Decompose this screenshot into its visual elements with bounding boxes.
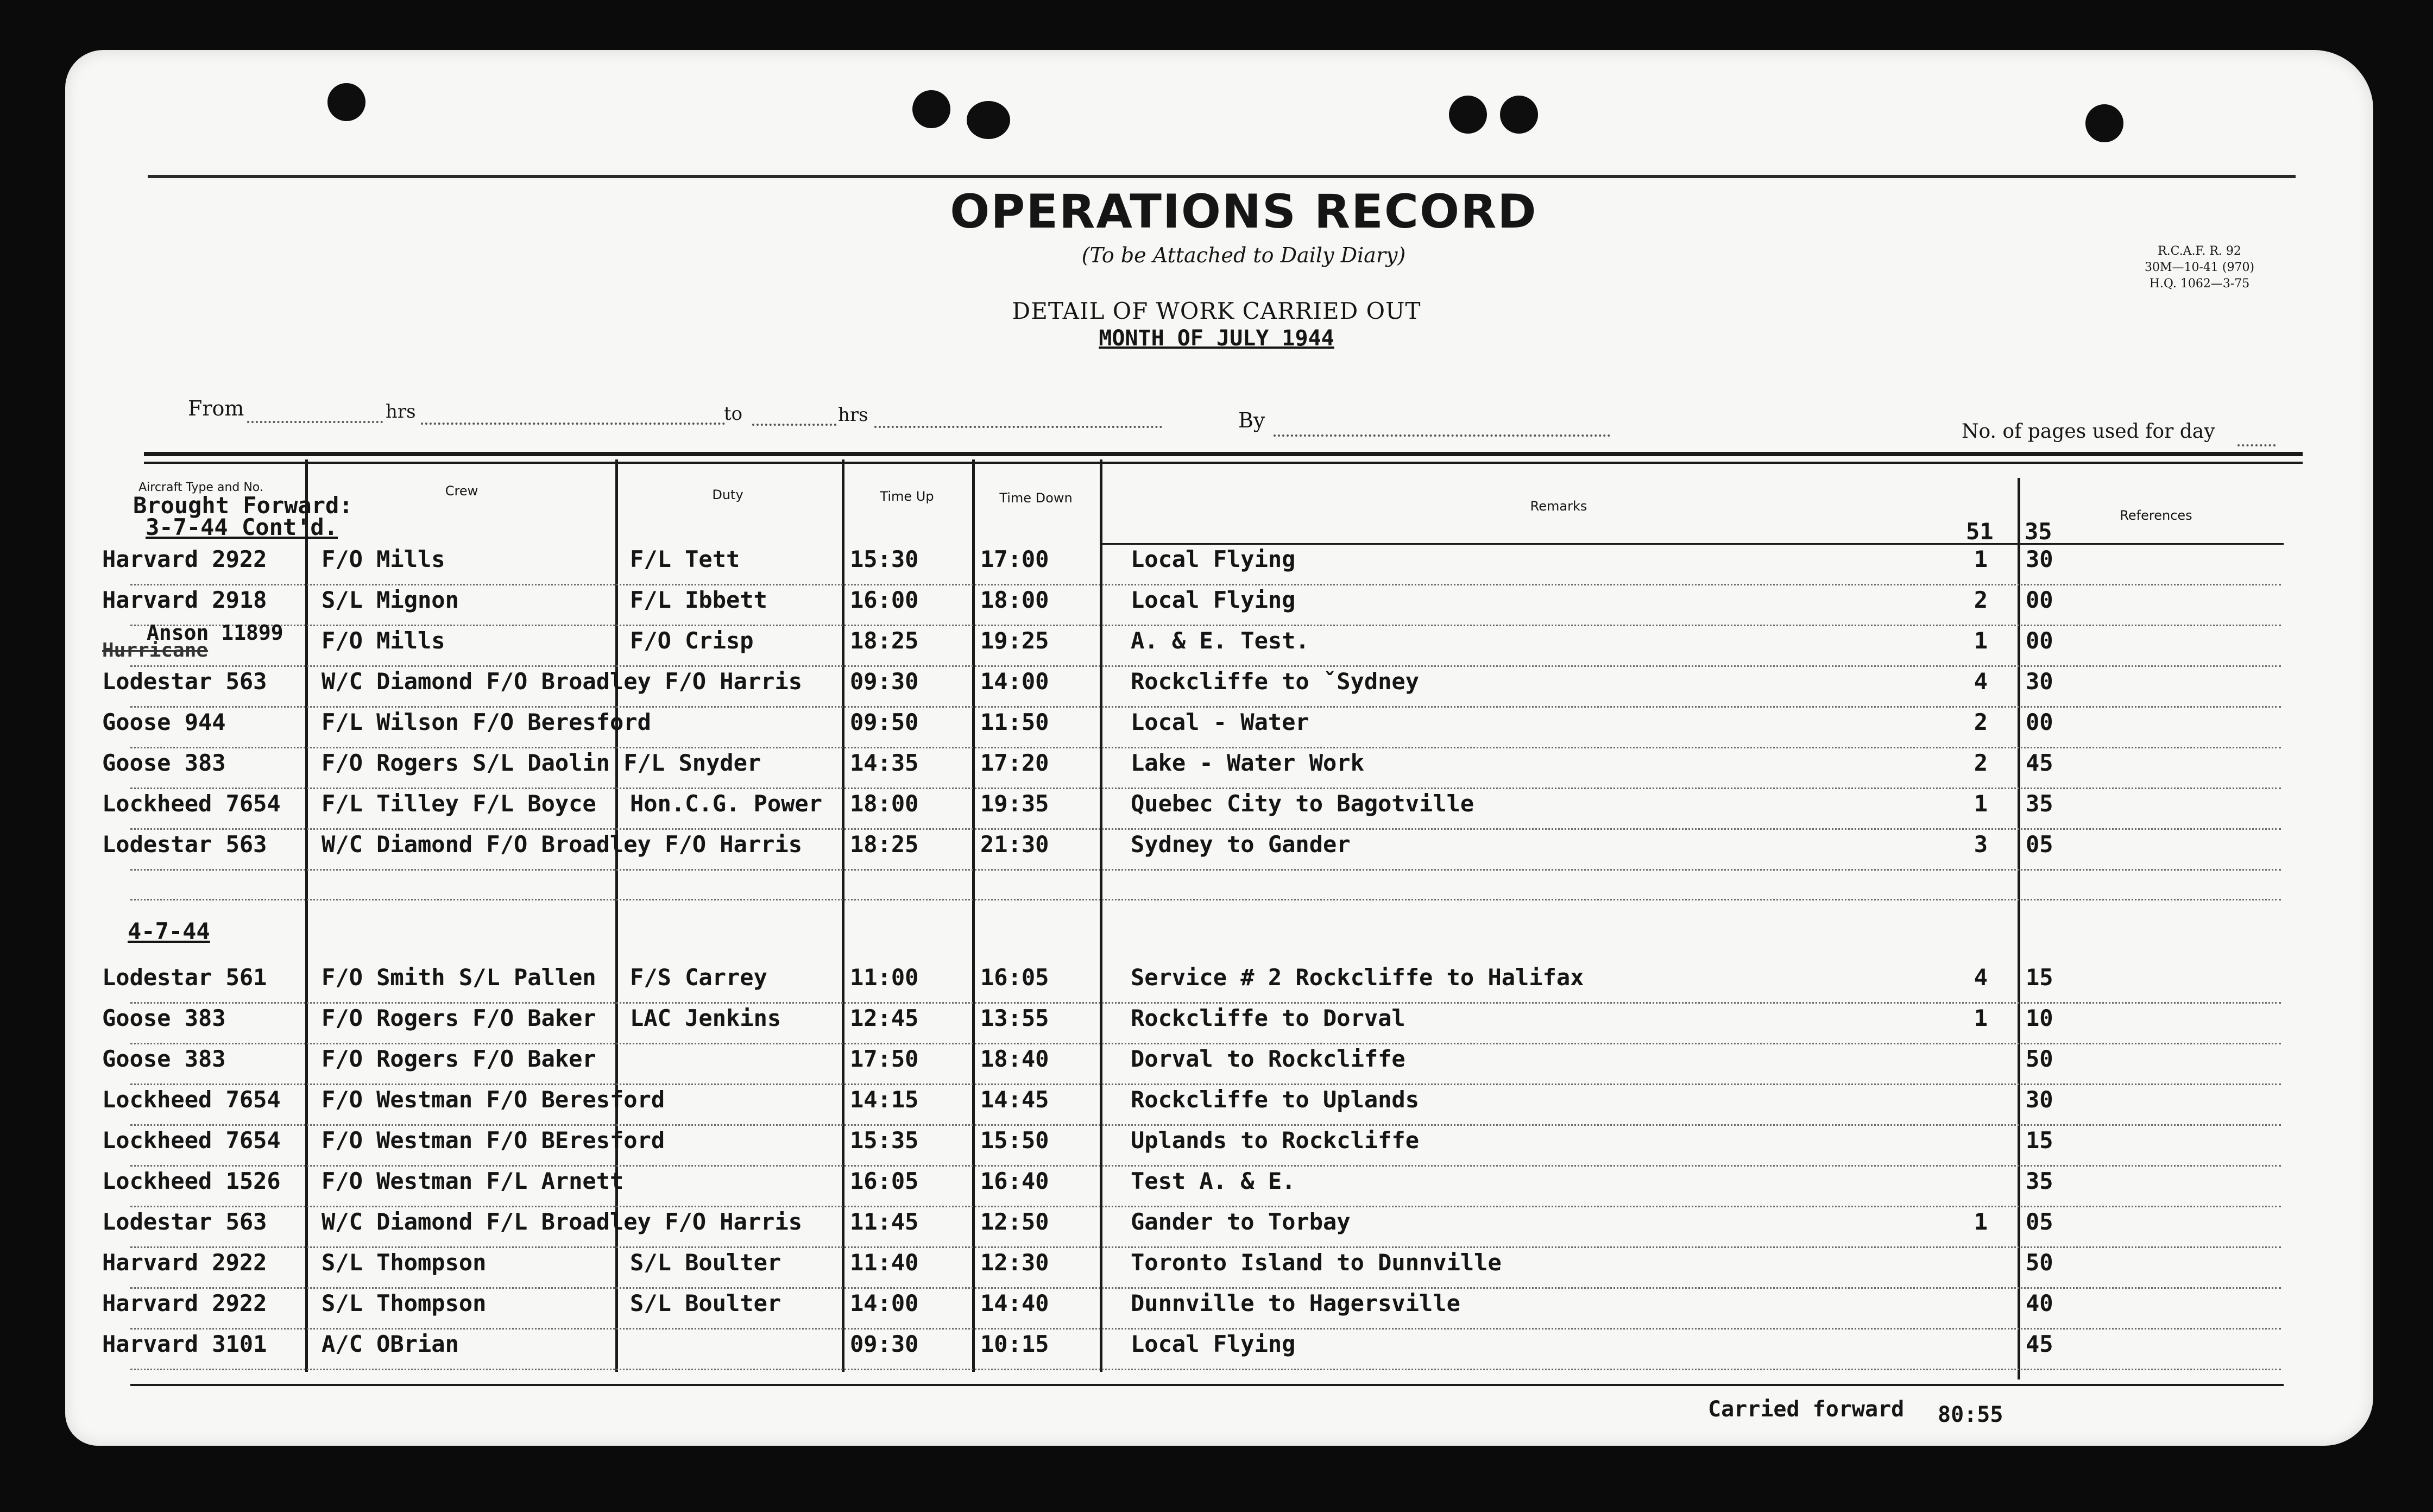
minutes-cell: 35	[2026, 1168, 2053, 1194]
by-field	[1274, 434, 1610, 437]
binder-hole	[1449, 96, 1487, 134]
remarks-cell: Dorval to Rockcliffe	[1131, 1045, 1405, 1072]
remarks-cell: Gander to Torbay	[1131, 1208, 1351, 1235]
time-down-cell: 14:00	[980, 668, 1049, 695]
table-row	[0, 709, 2433, 752]
remarks-cell: Rockcliffe to Dorval	[1131, 1005, 1405, 1031]
row-divider	[130, 899, 2281, 900]
form-code: H.Q. 1062—3-75	[2149, 277, 2250, 291]
minutes-cell: 10	[2026, 1005, 2053, 1031]
form-code: 30M—10-41 (970)	[2144, 261, 2255, 274]
remarks-cell: Test A. & E.	[1131, 1168, 1296, 1194]
remarks-cell: Local Flying	[1131, 1331, 1296, 1357]
hours-cell: 1	[1974, 1208, 1988, 1235]
row-divider	[130, 1002, 2281, 1004]
binder-hole	[967, 101, 1010, 139]
crew-cell: F/L Tilley F/L Boyce	[322, 790, 596, 817]
col-header-references: References	[2120, 508, 2192, 523]
row-divider	[130, 584, 2281, 585]
minutes-cell: 35	[2026, 790, 2053, 817]
remarks-cell: Toronto Island to Dunnville	[1131, 1249, 1502, 1276]
minutes-cell: 30	[2026, 1086, 2053, 1113]
col-header-time-up: Time Up	[880, 489, 934, 504]
time-up-cell: 18:25	[850, 627, 919, 654]
from-label: From	[188, 396, 244, 420]
minutes-cell: 15	[2026, 1127, 2053, 1154]
top-rule	[148, 175, 2296, 178]
col-header-remarks: Remarks	[1530, 499, 1587, 514]
pages-field	[2237, 444, 2276, 446]
crew-cell: F/O Westman F/O BEresford	[322, 1127, 665, 1154]
binder-hole	[1500, 96, 1538, 134]
hrs-label: hrs	[386, 401, 416, 423]
minutes-cell: 05	[2026, 1208, 2053, 1235]
aircraft-cell: Harvard 2918	[102, 587, 267, 613]
form-code: R.C.A.F. R. 92	[2158, 244, 2241, 258]
duty-cell: F/L Tett	[630, 546, 740, 572]
page-subtitle: (To be Attached to Daily Diary)	[1081, 243, 1406, 267]
brought-forward-date: 3-7-44 Cont'd.	[146, 514, 338, 540]
time-up-cell: 16:00	[850, 587, 919, 613]
table-row	[0, 964, 2433, 1007]
remarks-cell: Sydney to Gander	[1131, 831, 1351, 858]
time-up-cell: 16:05	[850, 1168, 919, 1194]
table-bottom-rule	[130, 1384, 2284, 1386]
header-bottom-rule	[1100, 543, 2284, 545]
crew-cell: F/O Mills	[322, 546, 445, 572]
time-down-cell: 16:05	[980, 964, 1049, 991]
row-divider	[130, 665, 2281, 667]
carried-forward-label: Carried forward	[1708, 1397, 1905, 1422]
crew-cell: F/O Smith S/L Pallen	[322, 964, 596, 991]
minutes-cell: 00	[2026, 627, 2053, 654]
row-divider	[130, 869, 2281, 871]
time-up-cell: 11:40	[850, 1249, 919, 1276]
carried-forward-value: 80:55	[1938, 1402, 2003, 1427]
time-up-cell: 11:45	[850, 1208, 919, 1235]
aircraft-cell: Goose 383	[102, 1005, 226, 1031]
remarks-cell: Dunnville to Hagersville	[1131, 1290, 1460, 1316]
remarks-cell: Lake - Water Work	[1131, 749, 1364, 776]
hours-cell: 3	[1974, 831, 1988, 858]
aircraft-cell: Lockheed 1526	[102, 1168, 281, 1194]
by-label: By	[1238, 408, 1265, 432]
crew-cell: F/O Westman F/O Beresford	[322, 1086, 665, 1113]
table-row	[0, 1290, 2433, 1333]
aircraft-cell: Goose 944	[102, 709, 226, 735]
row-divider	[130, 788, 2281, 789]
crew-cell: F/L Wilson F/O Beresford	[322, 709, 651, 735]
table-top-rule	[144, 452, 2303, 456]
remarks-cell: Local Flying	[1131, 587, 1296, 613]
aircraft-cell: Anson 11899	[147, 621, 283, 645]
time-down-cell: 12:50	[980, 1208, 1049, 1235]
detail-heading: DETAIL OF WORK CARRIED OUT	[1012, 298, 1421, 324]
time-up-cell: 12:45	[850, 1005, 919, 1031]
to-field	[752, 424, 836, 426]
crew-cell: S/L Thompson	[322, 1249, 487, 1276]
minutes-cell: 45	[2026, 1331, 2053, 1357]
hours-cell: 2	[1974, 587, 1988, 613]
time-down-cell: 17:20	[980, 749, 1049, 776]
minutes-cell: 50	[2026, 1045, 2053, 1072]
minutes-cell: 30	[2026, 668, 2053, 695]
remarks-cell: Local Flying	[1131, 546, 1296, 572]
minutes-cell: 00	[2026, 587, 2053, 613]
section-date: 4-7-44	[128, 918, 210, 944]
aircraft-cell: Harvard 2922	[102, 1249, 267, 1276]
to-date-field	[874, 426, 1162, 428]
time-up-cell: 14:15	[850, 1086, 919, 1113]
aircraft-cell: Lodestar 563	[102, 1208, 267, 1235]
crew-cell: F/O Rogers S/L Daolin F/L Snyder	[322, 749, 761, 776]
col-header-crew: Crew	[445, 483, 478, 499]
aircraft-cell: Lodestar 563	[102, 831, 267, 858]
crew-cell: F/O Rogers F/O Baker	[322, 1045, 596, 1072]
table-row	[0, 668, 2433, 711]
time-down-cell: 14:45	[980, 1086, 1049, 1113]
row-divider	[130, 828, 2281, 830]
binder-hole	[912, 90, 950, 128]
table-row	[0, 1331, 2433, 1374]
struck-aircraft-type: Hurricane	[102, 639, 209, 662]
hours-cell: 4	[1974, 668, 1988, 695]
time-down-cell: 17:00	[980, 546, 1049, 572]
duty-cell: F/L Ibbett	[630, 587, 767, 613]
time-up-cell: 15:30	[850, 546, 919, 572]
remarks-cell: Uplands to Rockcliffe	[1131, 1127, 1420, 1154]
row-divider	[130, 1246, 2281, 1248]
duty-cell: LAC Jenkins	[630, 1005, 781, 1031]
minutes-cell: 15	[2026, 964, 2053, 991]
time-down-cell: 21:30	[980, 831, 1049, 858]
hrs2-label: hrs	[838, 404, 868, 426]
time-down-cell: 12:30	[980, 1249, 1049, 1276]
time-down-cell: 11:50	[980, 709, 1049, 735]
duty-cell: Hon.C.G. Power	[630, 790, 823, 817]
remarks-cell: A. & E. Test.	[1131, 627, 1309, 654]
from-date-field	[421, 423, 725, 425]
crew-cell: W/C Diamond F/L Broadley F/O Harris	[322, 1208, 803, 1235]
binder-hole	[327, 83, 365, 121]
table-row	[0, 1005, 2433, 1048]
hours-cell: 4	[1974, 964, 1988, 991]
table-row	[0, 1168, 2433, 1211]
time-up-cell: 09:30	[850, 1331, 919, 1357]
aircraft-cell: Lockheed 7654	[102, 1086, 281, 1113]
hours-cell: 1	[1974, 627, 1988, 654]
pages-label: No. of pages used for day	[1962, 420, 2215, 443]
table-row	[0, 621, 2433, 671]
hours-cell: 2	[1974, 709, 1988, 735]
time-up-cell: 14:35	[850, 749, 919, 776]
row-divider	[130, 1328, 2281, 1330]
col-header-duty: Duty	[712, 487, 743, 502]
minutes-cell: 05	[2026, 831, 2053, 858]
duty-cell: F/O Crisp	[630, 627, 754, 654]
brought-forward-minutes: 35	[2025, 518, 2052, 545]
page-title: OPERATIONS RECORD	[950, 185, 1537, 239]
row-divider	[130, 1206, 2281, 1207]
crew-cell: W/C Diamond F/O Broadley F/O Harris	[322, 668, 803, 695]
row-divider	[130, 1165, 2281, 1167]
minutes-cell: 00	[2026, 709, 2053, 735]
col-header-time-down: Time Down	[999, 490, 1073, 506]
minutes-cell: 30	[2026, 546, 2053, 572]
time-up-cell: 14:00	[850, 1290, 919, 1316]
row-divider	[130, 747, 2281, 748]
table-row	[0, 546, 2433, 589]
time-down-cell: 18:40	[980, 1045, 1049, 1072]
time-up-cell: 11:00	[850, 964, 919, 991]
aircraft-cell: Lockheed 7654	[102, 790, 281, 817]
duty-cell: S/L Boulter	[630, 1249, 781, 1276]
remarks-cell: Quebec City to Bagotville	[1131, 790, 1474, 817]
table-row	[0, 587, 2433, 630]
aircraft-cell: Harvard 3101	[102, 1331, 267, 1357]
table-top-rule-2	[144, 462, 2303, 464]
time-up-cell: 09:50	[850, 709, 919, 735]
to-label: to	[724, 403, 743, 425]
remarks-cell: Rockcliffe to Uplands	[1131, 1086, 1420, 1113]
row-divider	[130, 1369, 2281, 1370]
time-down-cell: 15:50	[980, 1127, 1049, 1154]
row-divider	[130, 625, 2281, 626]
time-down-cell: 14:40	[980, 1290, 1049, 1316]
remarks-cell: Local - Water	[1131, 709, 1309, 735]
row-divider	[130, 1287, 2281, 1289]
hours-cell: 2	[1974, 749, 1988, 776]
table-row	[0, 1127, 2433, 1170]
time-down-cell: 19:25	[980, 627, 1049, 654]
aircraft-cell: Lodestar 563	[102, 668, 267, 695]
time-up-cell: 09:30	[850, 668, 919, 695]
row-divider	[130, 706, 2281, 708]
minutes-cell: 45	[2026, 749, 2053, 776]
binder-hole	[2085, 104, 2123, 142]
table-row	[0, 1045, 2433, 1089]
month-heading: MONTH OF JULY 1944	[1099, 326, 1334, 351]
duty-cell: F/S Carrey	[630, 964, 767, 991]
table-row	[0, 831, 2433, 874]
time-down-cell: 13:55	[980, 1005, 1049, 1031]
aircraft-cell: Lodestar 561	[102, 964, 267, 991]
brought-forward-label: Brought Forward:	[133, 492, 353, 519]
brought-forward-hours: 51	[1966, 518, 1994, 545]
remarks-cell: Service # 2 Rockcliffe to Halifax	[1131, 964, 1584, 991]
crew-cell: S/L Mignon	[322, 587, 459, 613]
time-down-cell: 19:35	[980, 790, 1049, 817]
crew-cell: F/O Mills	[322, 627, 445, 654]
duty-cell: S/L Boulter	[630, 1290, 781, 1316]
time-down-cell: 16:40	[980, 1168, 1049, 1194]
crew-cell: A/C OBrian	[322, 1331, 459, 1357]
time-down-cell: 10:15	[980, 1331, 1049, 1357]
minutes-cell: 50	[2026, 1249, 2053, 1276]
table-row	[0, 749, 2433, 793]
table-row	[0, 1249, 2433, 1293]
crew-cell: F/O Westman F/L Arnett	[322, 1168, 624, 1194]
crew-cell: W/C Diamond F/O Broadley F/O Harris	[322, 831, 803, 858]
time-up-cell: 18:00	[850, 790, 919, 817]
from-field	[247, 421, 383, 423]
time-down-cell: 18:00	[980, 587, 1049, 613]
aircraft-cell: Harvard 2922	[102, 1290, 267, 1316]
aircraft-cell: Goose 383	[102, 749, 226, 776]
aircraft-cell: Goose 383	[102, 1045, 226, 1072]
hours-cell: 1	[1974, 790, 1988, 817]
hours-cell: 1	[1974, 1005, 1988, 1031]
crew-cell: S/L Thompson	[322, 1290, 487, 1316]
col-header-aircraft: Aircraft Type and No.	[138, 481, 263, 494]
crew-cell: F/O Rogers F/O Baker	[322, 1005, 596, 1031]
row-divider	[130, 1124, 2281, 1126]
row-divider	[130, 1043, 2281, 1044]
table-row	[0, 1086, 2433, 1130]
aircraft-cell: Lockheed 7654	[102, 1127, 281, 1154]
aircraft-cell: Harvard 2922	[102, 546, 267, 572]
table-row	[0, 790, 2433, 834]
remarks-cell: Rockcliffe to ˇSydney	[1131, 668, 1420, 695]
table-row	[0, 1208, 2433, 1252]
minutes-cell: 40	[2026, 1290, 2053, 1316]
time-up-cell: 17:50	[850, 1045, 919, 1072]
time-up-cell: 18:25	[850, 831, 919, 858]
row-divider	[130, 1083, 2281, 1085]
hours-cell: 1	[1974, 546, 1988, 572]
time-up-cell: 15:35	[850, 1127, 919, 1154]
